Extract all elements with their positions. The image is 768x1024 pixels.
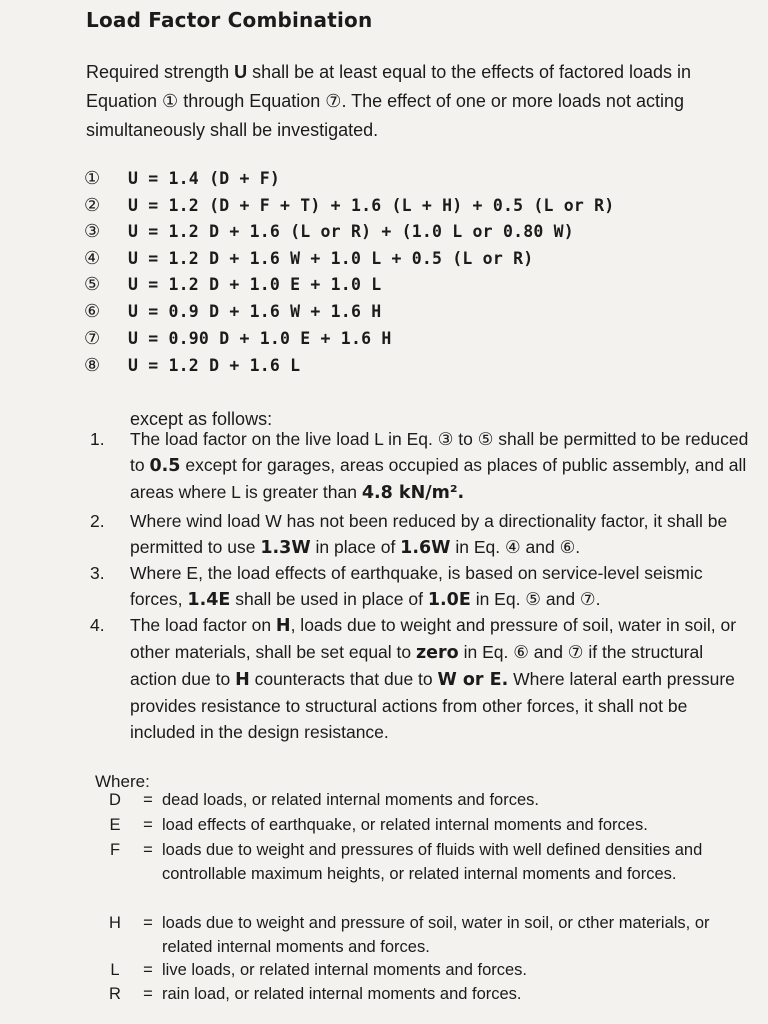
text-run: counteracts that due to xyxy=(249,669,438,689)
equation-expression: U = 1.4 (D + F) xyxy=(128,168,281,188)
bold-run: 4.8 kN/m². xyxy=(361,483,465,503)
text-run: The load factor on xyxy=(130,615,276,635)
equation-expression: U = 0.9 D + 1.6 W + 1.6 H xyxy=(128,301,382,321)
equals-sign: = xyxy=(143,961,153,979)
text-run: Where wind load W has not been reduced by a directionality factor, it shall be permitted to use xyxy=(130,511,728,557)
equals-sign: = xyxy=(143,841,153,859)
text-run: shall be used in place of xyxy=(230,589,428,609)
list-number: 1. xyxy=(90,429,105,449)
list-text xyxy=(130,426,750,506)
equals-sign: = xyxy=(143,816,153,834)
definition-L xyxy=(96,958,736,982)
definition-F xyxy=(96,838,736,886)
page-title: Load Factor Combination xyxy=(86,8,373,32)
list-text xyxy=(130,508,750,561)
equation-number: ② xyxy=(84,194,101,216)
text-run: in Eq. ⑤ and ⑦. xyxy=(470,589,601,609)
definition-symbol: E xyxy=(109,816,121,834)
list-number: 4. xyxy=(90,615,105,635)
equals-sign: = xyxy=(143,985,153,1003)
list-item-3 xyxy=(90,560,750,613)
equals-sign: = xyxy=(143,914,153,932)
definition-text: load effects of earthquake, or related internal moments and forces. xyxy=(162,816,648,834)
equation-expression: U = 0.90 D + 1.0 E + 1.6 H xyxy=(128,328,392,348)
bold-run: 1.4E xyxy=(187,590,231,610)
equation-number: ⑧ xyxy=(84,354,101,376)
equation-number: ⑤ xyxy=(84,273,101,295)
equation-8 xyxy=(84,352,300,378)
definition-text: loads due to weight and pressures of fluids with well defined densities and controllable maximum heights, or related internal moments and forces. xyxy=(162,841,703,883)
list-item-2 xyxy=(90,508,750,561)
definition-symbol: F xyxy=(109,841,121,859)
definition-E xyxy=(96,813,736,837)
bold-run: 1.3W xyxy=(260,538,311,558)
equation-expression: U = 1.2 D + 1.6 W + 1.0 L + 0.5 (L or R) xyxy=(128,248,534,268)
bold-run: H xyxy=(235,670,250,690)
bold-run: W or E. xyxy=(437,670,509,690)
equation-2 xyxy=(84,192,614,218)
equals-sign: = xyxy=(143,791,153,809)
bold-run: zero xyxy=(416,643,459,663)
list-number: 3. xyxy=(90,563,105,583)
text-run: in Eq. ④ and ⑥. xyxy=(450,537,581,557)
equation-1 xyxy=(84,165,280,191)
equation-number: ⑥ xyxy=(84,300,101,322)
text-run: Where lateral earth pressure provides resistance to structural actions from other forces, it shall not be included in the design resistance. xyxy=(130,669,735,742)
definition-D xyxy=(96,788,736,812)
except-label: except as follows: xyxy=(130,409,273,429)
list-text xyxy=(130,612,750,745)
intro-text-2: shall be at least equal to the effects of factored loads in Equation ① through Equation ⑦. The effect of one or more loads not acting simultaneously shall be investigated. xyxy=(86,62,692,140)
equation-expression: U = 1.2 D + 1.6 L xyxy=(128,355,301,375)
intro-u-symbol: U xyxy=(234,62,248,82)
definition-text: rain load, or related internal moments and forces. xyxy=(162,985,522,1003)
definition-symbol: R xyxy=(109,985,121,1003)
list-item-1 xyxy=(90,426,750,506)
definition-text: dead loads, or related internal moments and forces. xyxy=(162,791,539,809)
definition-R xyxy=(96,982,736,1006)
equation-6 xyxy=(84,298,381,324)
where-label: Where: xyxy=(95,772,150,791)
equation-expression: U = 1.2 (D + F + T) + 1.6 (L + H) + 0.5 (L or R) xyxy=(128,195,615,215)
definition-symbol: H xyxy=(109,914,121,932)
text-run: , loads due to weight and pressure of soil, water in soil, or other materials, shall be set equal to xyxy=(130,615,737,662)
text-run: except for garages, areas occupied as places of public assembly, and all areas where L is greater than xyxy=(130,455,747,502)
text-run: Where E, the load effects of earthquake, is based on service-level seismic forces, xyxy=(130,563,703,609)
equation-number: ③ xyxy=(84,220,101,242)
equation-3 xyxy=(84,218,574,244)
list-item-4 xyxy=(90,612,750,745)
equation-number: ④ xyxy=(84,247,101,269)
text-run: in Eq. ⑥ and ⑦ if the structural action due to xyxy=(130,642,704,689)
equation-expression: U = 1.2 D + 1.6 (L or R) + (1.0 L or 0.80 W) xyxy=(128,221,574,241)
text-run: The load factor on the live load L in Eq. ③ to ⑤ shall be permitted to be reduced to xyxy=(130,429,749,475)
bold-run: 0.5 xyxy=(149,456,181,476)
equation-number: ① xyxy=(84,167,101,189)
definition-symbol: L xyxy=(110,961,120,979)
intro-text-1: Required strength xyxy=(86,62,235,82)
definition-text: live loads, or related internal moments and forces. xyxy=(162,961,528,979)
equation-expression: U = 1.2 D + 1.0 E + 1.0 L xyxy=(128,274,382,294)
text-run: in place of xyxy=(310,537,401,557)
bold-run: 1.0E xyxy=(427,590,471,610)
definition-text: loads due to weight and pressure of soil, water in soil, or cther materials, or related internal moments and forces. xyxy=(162,914,710,956)
equation-4 xyxy=(84,245,533,271)
bold-run: H xyxy=(275,616,291,636)
list-text xyxy=(130,560,750,613)
list-number: 2. xyxy=(90,511,105,531)
definition-symbol: D xyxy=(109,791,121,809)
intro-paragraph xyxy=(86,58,746,145)
equation-7 xyxy=(84,325,391,351)
bold-run: 1.6W xyxy=(400,538,451,558)
equation-number: ⑦ xyxy=(84,327,101,349)
definition-H xyxy=(96,911,736,959)
equation-5 xyxy=(84,271,381,297)
